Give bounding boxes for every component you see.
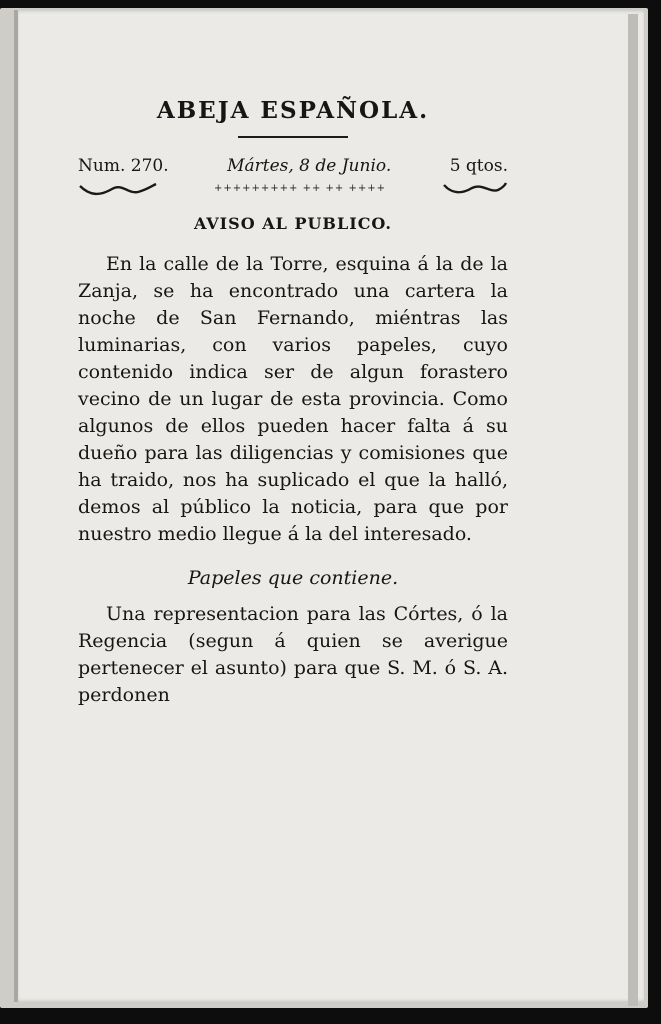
page-right-edge (628, 14, 638, 1006)
ornament-row (78, 178, 508, 198)
issue-date: Mártes, 8 de Junio. (227, 156, 392, 176)
binding-edge (14, 10, 18, 1002)
issue-header (78, 156, 508, 176)
newspaper-title: ABEJA ESPAÑOLA. (156, 97, 430, 124)
notice-heading: AVISO AL PUBLICO. (194, 214, 392, 233)
issue-price: 5 qtos. (449, 156, 508, 176)
dotted-ornament: +++++++++ ++ ++ ++++ (214, 182, 386, 194)
page-content (78, 96, 508, 728)
title-rule (238, 136, 348, 138)
swash-left-ornament (78, 180, 158, 196)
swash-right-ornament (442, 180, 508, 196)
notice-paragraph: En la calle de la Torre, esquina á la de la Zanja, se ha encontrado una cartera la noche de San Fernando, miéntras las luminarias, con varios papeles, cuyo contenido indica ser de algun forastero vecino de un lugar de esta provincia. Como algunos de ellos pueden hacer falta á su dueño para las diligencias y comisiones que ha traido, nos ha suplicado el que la halló, demos al público la noticia, para que por nuestro medio llegue á la del interesado. (78, 253, 508, 545)
papers-paragraph: Una representacion para las Córtes, ó la Regencia (segun á quien se averigue pertenecer el asunto) para que S. M. ó S. A. perdonen (78, 603, 508, 706)
papers-subheading: Papeles que contiene. (187, 567, 399, 589)
issue-number: Num. 270. (78, 156, 169, 176)
